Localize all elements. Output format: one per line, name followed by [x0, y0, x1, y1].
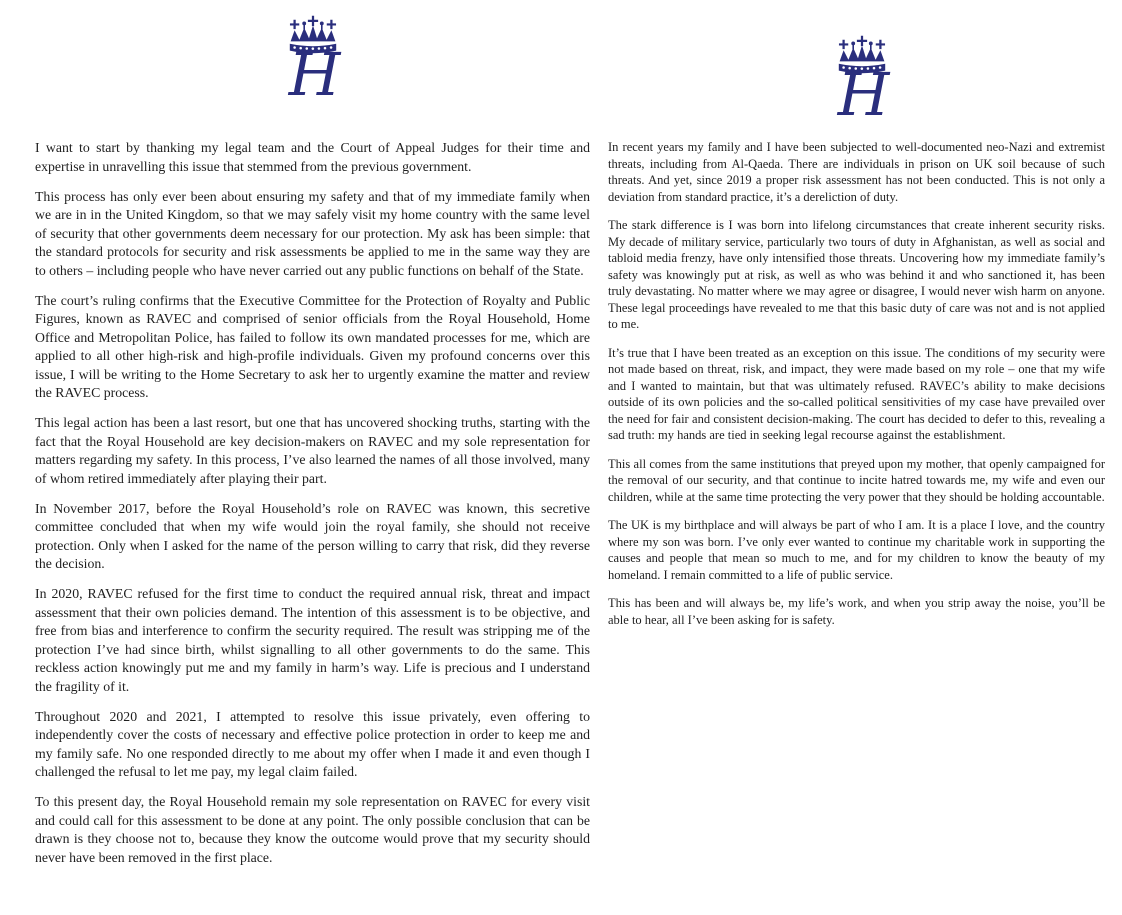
statement-column-right [608, 139, 1105, 640]
statement-paragraph: In recent years my family and I have been subjected to well-documented neo-Nazi and extremist threats, including from Al-Qaeda. There are individuals in prison on UK soil because of such threats. And yet, since 2019 a proper risk assessment has not been conducted. This is not only a deviation from standard practice, it’s a dereliction of duty. [608, 140, 1105, 204]
statement-paragraph: The stark difference is I was born into lifelong circumstances that create inherent security risks. My decade of military service, particularly two tours of duty in Afghanistan, as well as social and tabloid media frenzy, have only intensified those threats. Uncovering how my immediate family’s safety was knowingly put at risk, as well as who was behind it and who sanctioned it, has been truly devastating. No matter where we may agree or disagree, I would never wish harm on anyone. These legal proceedings have revealed to me that this basic duty of care was not and is not applied to me. [608, 218, 1105, 331]
statement-paragraph: To this present day, the Royal Household remain my sole representation on RAVEC for every visit and could call for this assessment to be done at any point. The only possible conclusion that can be drawn is they choose not to, because they know the outcome would prove that my security should never have been removed in the first place. [35, 794, 590, 865]
statement-paragraph: Throughout 2020 and 2021, I attempted to resolve this issue privately, even offering to independently cover the costs of necessary and effective police protection in order to keep me and my family safe. No one responded directly to me about my offer when I made it and even though I challenged the refusal to let me pay, my legal claim failed. [35, 708, 590, 779]
monogram-h: H [288, 40, 341, 100]
statement-paragraph: It’s true that I have been treated as an exception on this issue. The conditions of my security were not made based on threat, risk, and impact, they were made based on my role – one that my wife and I wanted to maintain, but that was ultimately refused. RAVEC’s ability to make decisions outside of its own policies and the so-called political sensitivities of my case have prevailed over the need for fair and consistent decision-making. The court has decided to defer to this, revealing a sad truth: my hands are tied in seeking legal recourse against the establishment. [608, 345, 1105, 442]
statement-paragraph: This legal action has been a last resort, but one that has uncovered shocking truths, starting with the fact that the Royal Household are key decision-makers on RAVEC and my sole representation for matters regarding my safety. In this process, I’ve also learned the names of all those involved, many of whom retired immediately after playing their part. [35, 415, 590, 486]
statement-paragraph: In 2020, RAVEC refused for the first time to conduct the required annual risk, threat and impact assessment that their own policies demand. The intention of this assessment is to be objective, and free from bias and interference to confirm the security required. The result was stripping me of the protection I’ve had since birth, whilst signalling to all other governments to do the same. This reckless action knowingly put me and my family in harm’s way. Life is precious and I understand the fragility of it. [35, 586, 590, 694]
royal-cypher-crest-right [826, 30, 898, 120]
statement-paragraph: I want to start by thanking my legal team and the Court of Appeal Judges for their time and expertise in unravelling this issue that stemmed from the previous government. [35, 140, 590, 174]
statement-paragraph: This process has only ever been about ensuring my safety and that of my immediate family when we are in in the United Kingdom, so that we may safely visit my home country with the same level of security that other governments deem necessary for our protection. My ask has been simple: that the standard protocols for security and risk assessments be applied to me in the same way they are to others – including people who have never carried out any public functions on behalf of the State. [35, 188, 590, 278]
statement-paragraph: The court’s ruling confirms that the Executive Committee for the Protection of Royalty and Public Figures, known as RAVEC and comprised of senior officials from the Royal Household, Home Office and Metropolitan Police, has failed to follow its own mandated processes for me, which are applied to all other high-risk and high-profile individuals. Given my profound concerns over this issue, I will be writing to the Home Secretary to ask her to urgently examine the matter and review the RAVEC process. [35, 292, 590, 400]
royal-cypher-crest-left [277, 10, 349, 100]
statement-paragraph: This all comes from the same institutions that preyed upon my mother, that openly campaigned for the removal of our security, and that continue to incite hatred towards me, my wife and even our children, while at the same time protecting the very power that they should be holding accountable. [608, 456, 1105, 504]
monogram-h: H [837, 60, 890, 120]
statement-paragraph: This has been and will always be, my life’s work, and when you strip away the noise, you’ll be able to hear, all I’ve been asking for is safety. [608, 596, 1105, 627]
statement-paragraph: In November 2017, before the Royal Household’s role on RAVEC was known, this secretive committee concluded that when my wife would join the royal family, she should not receive protection. Only when I asked for the name of the person willing to carry that risk, did they reverse the decision. [35, 500, 590, 571]
statement-paragraph: The UK is my birthplace and will always be part of who I am. It is a place I love, and the country where my son was born. I’ve only ever wanted to continue my charitable work in supporting the causes and people that mean so much to me, and for my children to know the beauty of my homeland. I remain committed to a life of public service. [608, 518, 1105, 582]
statement-column-left [35, 139, 590, 879]
